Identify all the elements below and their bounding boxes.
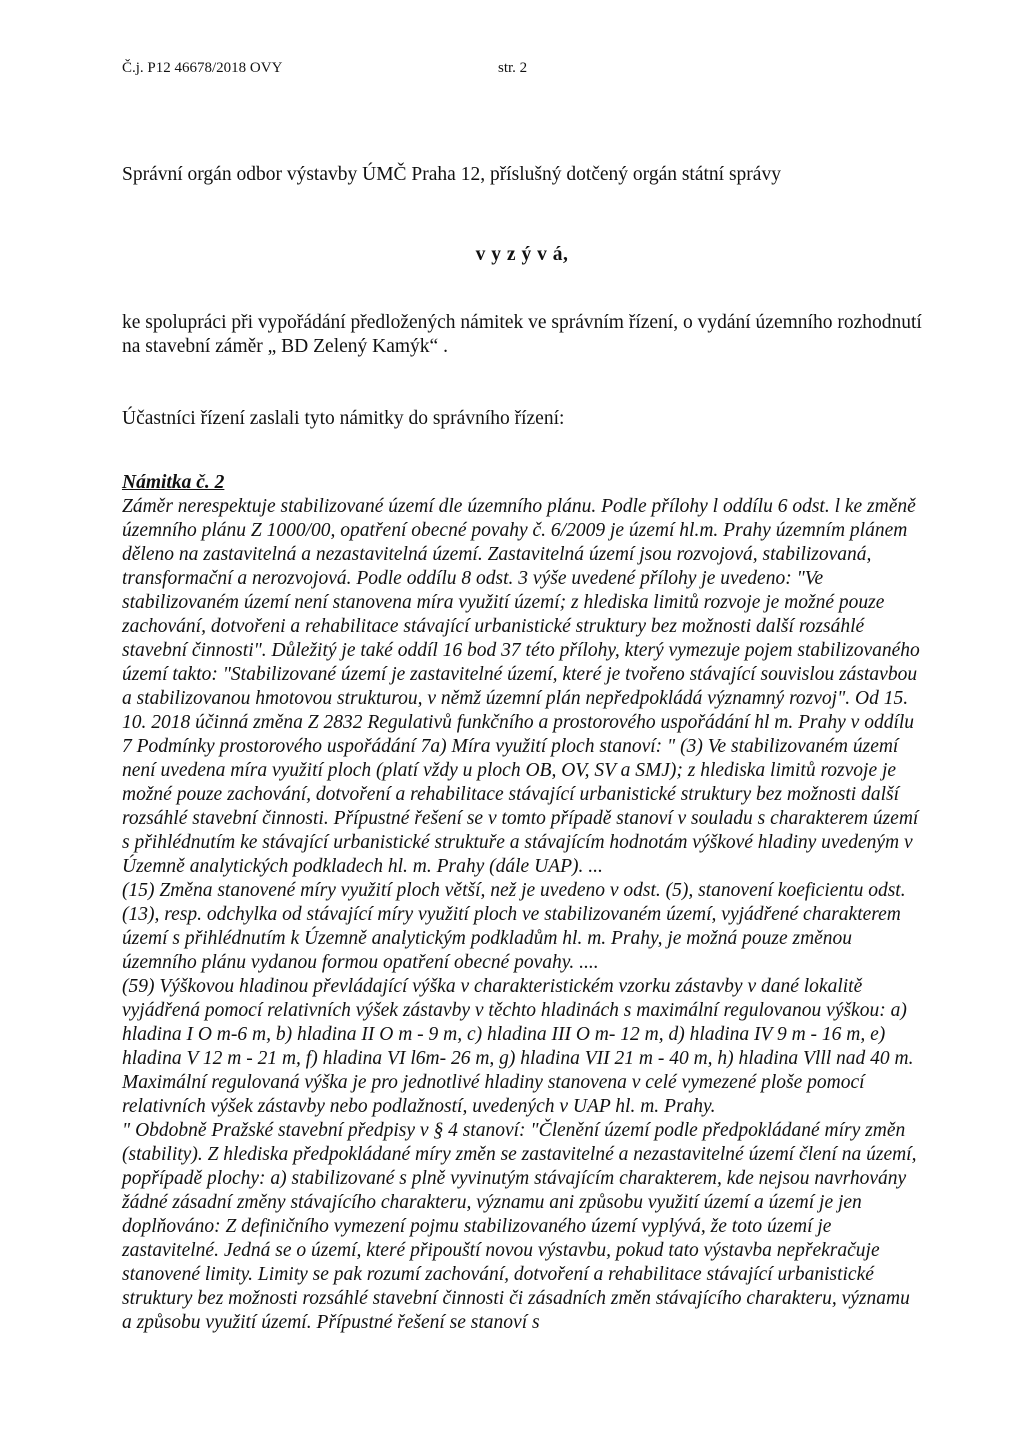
objection-text: Záměr nerespektuje stabilizované území dle územního plánu. Podle přílohy l oddílu 6 odst. l ke změně územního plánu Z 1000/00, opatření obecné povahy č. 6/2009 je území hl.m. Prahy územním plánem děleno na zastavitelná a nezastavitelná území. Zastavitelná území jsou rozvojová, stabilizovaná, transformační a nerozvojová. Podle oddílu 8 odst. 3 výše uvedené přílohy je uvedeno: "Ve stabilizovaném území není stanovena míra využití území; z hlediska limitů rozvoje je možné pouze zachování, dotvořeni a rehabilitace stávající urbanistické struktury bez možnosti další rozsáhlé stavební činnosti". Důležitý je také oddíl 16 bod 37 této přílohy, který vymezuje pojem stabilizovaného území takto: "Stabilizované území je zastavitelné území, které je tvořeno stávající souvislou zástavbou a stabilizovanou hmotovou strukturou, v němž územní plán nepředpokládá významný rozvoj". Od 15. 10. 2018 účinná změna Z 2832 Regulativů funkčního a prostorového uspořádání hl m. Prahy v oddílu 7 Podmínky prostorového uspořádání 7a) Míra využití ploch stanoví: " (3) Ve stabilizovaném území není uvedena míra využití ploch (platí vždy u ploch OB, OV, SV a SMJ); z hlediska limitů rozvoje je možné pouze zachování, dotvoření a rehabilitace stávající urbanistické struktury bez možnosti další rozsáhlé stavební činnosti. Přípustné řešení se v tomto případě stanoví v souladu s charakterem území s přihlédnutím ke stávající urbanistické struktuře a stávajícím hodnotám výškové hladiny uvedeným v Územně analytických podkladech hl. m. Prahy (dále UAP). ... (15) Změna stanovené míry využití ploch větší, než je uvedeno v odst. (5), stanovení koeficientu odst. (13), resp. odchylka od stávající míry využití ploch ve stabilizovaném území, vyjádřené charakterem území s přihlédnutím k Územně analytickým podkladům hl. m. Prahy, je možná pouze změnou územního plánu vydanou formou opatření obecné povahy. .... (59) Výškovou hladinou převládající výška v charakteristickém vzorku zástavby v dané lokalitě vyjádřená pomocí relativních výšek zástavby v těchto hladinách s maximální regulovanou výškou: a) hladina I O m-6 m, b) hladina II O m - 9 m, c) hladina III O m- 12 m, d) hladina IV 9 m - 16 m, e) hladina V 12 m - 21 m, f) hladina VI l6m- 26 m, g) hladina VII 21 m - 40 m, h) hladina Vlll nad 40 m. Maximální regulovaná výška je pro jednotlivé hladiny stanovena v celé vymezené ploše pomocí relativních výšek zástavby nebo podlažností, uvedených v UAP hl. m. Prahy. " Obdobně Pražské stavební předpisy v § 4 stanoví: "Členění území podle předpokládané míry změn (stability). Z hlediska předpokládané míry změn se zastavitelné a nezastavitelné území člení na území, popřípadě plochy: a) stabilizované s plně vyvinutým stávajícím charakterem, kde nejsou navrhovány žádné zásadní změny stávajícího charakteru, významu ani způsobu využití území a území je jen doplňováno: Z definičního vymezení pojmu stabilizovaného území vyplývá, že toto území je zastavitelné. Jedná se o území, které připouští novou výstavbu, pokud tato výstavba nepřekračuje stanovené limity. Limity se pak rozumí zachování, dotvoření a rehabilitace stávající urbanistické struktury bez možnosti rozsáhlé stavební činnosti či zásadních změn stávajícího charakteru, významu a způsobu využití území. Přípustné řešení se stanoví s xyxy=(122,496,920,1333)
participants-paragraph: Účastníci řízení zaslali tyto námitky do správního řízení: xyxy=(122,408,565,429)
intro-paragraph: Správní orgán odbor výstavby ÚMČ Praha 12, příslušný dotčený orgán státní správy xyxy=(122,164,781,185)
cooperation-paragraph: ke spolupráci při vypořádání předložených námitek ve správním řízení, o vydání územního rozhodnutí na stavební záměr „ BD Zelený Kamýk“ . xyxy=(122,312,922,357)
reference-number: Č.j. P12 46678/2018 OVY xyxy=(122,60,283,76)
objection-title: Námitka č. 2 xyxy=(122,472,225,493)
page-header xyxy=(122,59,528,77)
call-heading: v y z ý v á, xyxy=(475,244,569,265)
document-body xyxy=(122,163,922,1335)
page-number: str. 2 xyxy=(498,60,528,76)
